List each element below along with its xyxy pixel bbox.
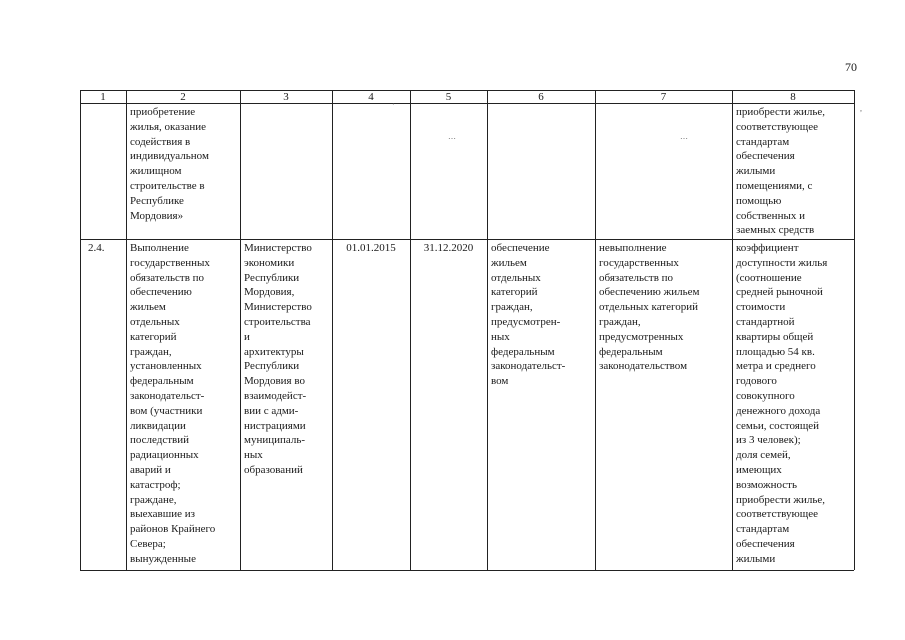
header-col-8: 8 [790, 91, 796, 103]
header-col-2: 2 [180, 91, 186, 103]
col-border [410, 90, 411, 570]
indicators: коэффициент доступности жилья (соотношение средней рыночной стоимости стандартной квартиры общей площадью 54 кв. метра и среднего годового совокупного денежного дохода семьи, состоящей из 3 человек); доля семей, имеющих возможность приобрести жилье, соответствующее стандартам обеспечения жилыми [736, 242, 828, 565]
row-number: 2.4. [88, 242, 105, 254]
col-border [732, 90, 733, 570]
responsible-executors: Министерство экономики Республики Мордовия, Министерство строительства и архитектуры Республики Мордовия во взаимодейст- вии с адми- нистрациями муниципаль- ных образований [244, 242, 312, 476]
header-col-7: 7 [660, 91, 667, 103]
row-divider [80, 239, 854, 240]
col-border [332, 90, 333, 570]
continuation-col-8: приобрести жилье, соответствующее стандартам обеспечения жилыми помещениями, с помощью собственных и заемных средств [736, 106, 825, 237]
col-border [487, 90, 488, 570]
col-border [126, 90, 127, 570]
non-implementation-consequences: невыполнение государственных обязательств по обеспечению жильем отдельных категорий граждан, предусмотренных федеральным законодательством [599, 242, 700, 373]
measure-name: Выполнение государственных обязательств по обеспечению жильем отдельных категорий граждан, установленных федеральным законодательст- вом (участники ликвидации последствий радиационных аварий и катастроф; граждане, выехавшие из районов Крайнего Севера; вынужденные [130, 242, 216, 565]
start-date: 01.01.2015 [346, 242, 396, 254]
col-border [80, 90, 81, 570]
scan-speck: , [860, 104, 862, 113]
table-border-bottom [80, 570, 854, 571]
page-number: 70 [845, 60, 857, 74]
col-border [240, 90, 241, 570]
col-border [854, 90, 855, 570]
scan-speck: … [448, 132, 456, 141]
header-col-5: 5 [445, 91, 452, 103]
scan-speck: · [392, 100, 395, 109]
header-col-3: 3 [283, 91, 289, 103]
col-border [595, 90, 596, 570]
continuation-col-2: приобретение жилья, оказание содействия в индивидуальном жилищном строительстве в Республике Мордовия» [130, 106, 209, 222]
header-divider [80, 103, 854, 104]
header-col-1: 1 [100, 91, 106, 103]
end-date: 31.12.2020 [423, 242, 474, 254]
expected-result: обеспечение жильем отдельных категорий граждан, предусмотрен- ных федеральным законодательст- вом [491, 242, 566, 388]
header-col-4: 4 [368, 91, 374, 103]
header-col-6: 6 [538, 91, 544, 103]
scan-speck: … [680, 132, 688, 141]
